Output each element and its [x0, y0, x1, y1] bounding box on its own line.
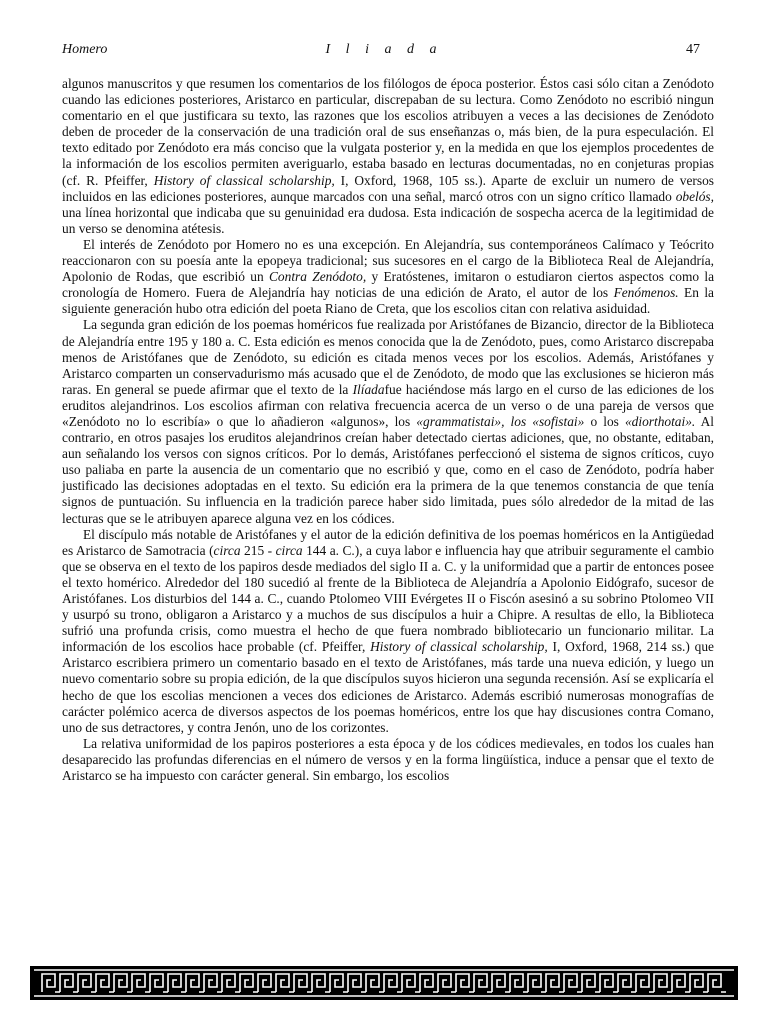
text-run: Al contrario, en otros pasajes los eruditos alejandrinos creían haber detectado ciertas adiciones, que, no obstante, editaban, aun señalando los versos con signos críticos. Por lo demás, Aristófanes perfeccionó el sistema de signos críticos, cuyo uso paliaba en parte la ausencia de un comentario que no escribió y que, como en el caso de Zenódoto, podría haber justificado las decisiones adoptadas en el texto. Su edición era la primera de la que tenemos constancia de que tenía signos de puntuación. Su influencia en la tradición parece haber sido limitada, pues sólo alrededor de la mitad de las lecturas que se le atribuyen aparece alguna vez en los códices.	[62, 413, 715, 526]
text-run: una línea horizontal que indicaba que su genuinidad era dudosa. Esta indicación de sospecha acerca de la legitimidad de un verso se denomina atétesis.	[62, 204, 714, 236]
paragraph	[62, 317, 714, 526]
text-run: La relativa uniformidad de los papiros posteriores a esta época y de los códices medievales, en todos los cuales han desaparecido las profundas diferencias en el número de versos y en la forma lingüística, induce a pensar que el texto de Aristarco se ha impuesto con carácter general. Sin embargo, los escolios	[62, 735, 714, 784]
greek-key-ornament	[30, 966, 738, 1000]
text-run: I, Oxford, 1968, 214 ss.) que Aristarco escribiera primero un comentario basado en el texto de Aristófanes, más tarde una nueva edición, y luego un nuevo comentario sobre su propia edición, de la que discípulos suyos hicieron una segunda recensión. Así se explicaría el hecho de que los escolias mencionen a veces dos ediciones de Aristarco. Además escribió numerosas monografías de carácter polémico acerca de diversos aspectos de los poemas homéricos, entre los que hay discusiones contra Comano, uno de sus detractores, y contra Jenón, uno de los corizontes.	[62, 639, 714, 735]
text-run: o los	[584, 413, 625, 429]
page-number: 47	[686, 42, 700, 57]
text-run: fue haciéndose más largo en el curso de las ediciones de los eruditos alejandrinos. Los escolios afirman con relativa frecuencia acerca de un verso o de una pareja de versos que «Zenódoto no lo escribía» o que lo añadieron «algunos», los	[62, 381, 714, 429]
italic-text: «grammatistai», los «sofistai»	[416, 413, 585, 429]
text-run: algunos manuscritos y que resumen los comentarios de los filólogos de época posterior. Éstos casi sólo citan a Zenódoto cuando las ediciones posteriores, Aristarco en particular, discrepaban de su lectura. Como Zenódoto no escribió ningun comentario en el que justificara su texto, las razones que los escolios atribuyen a veces a las decisiones de Zenódoto deben de proceder de la conservación de una tradición oral de sus enseñanzas o, más bien, de la pura especulación. El texto editado por Zenódoto era más conciso que la vulgata posterior y, en la medida en que los ejemplos procedentes de la información de los escolios permiten averiguarlo, estaba basado en lecturas documentadas, no en conjeturas propias (cf. R. Pfeiffer,	[62, 76, 714, 188]
italic-text: obelós,	[675, 188, 714, 204]
paragraph	[62, 76, 714, 237]
text-run: 215 -	[240, 542, 276, 558]
paragraph	[62, 237, 714, 317]
page-header	[62, 42, 706, 62]
text-run: I, Oxford, 1968, 105 ss.). Aparte de excluir un numero de versos incluidos en las ediciones posteriores, aunque marcados con una señal, marcó otros con un signo crítico llamado	[62, 172, 715, 204]
italic-text: «diorthotai».	[624, 413, 696, 429]
text-run: En la siguiente generación hubo otra edición del poeta Riano de Creta, que los escolios citan con relativa asiduidad.	[62, 285, 714, 317]
italic-text: circa	[213, 542, 241, 558]
italic-text: Fenómenos.	[613, 285, 679, 301]
italic-text: circa	[275, 542, 303, 558]
italic-text: History of classical scholarship,	[370, 639, 548, 655]
running-head-author: Homero	[62, 42, 108, 57]
text-run: y Eratóstenes, imitaron o estudiaron ciertos aspectos como la cronología de Homero. Fuera de Alejandría hay noticias de una edición de Arato, el autor de los	[62, 269, 715, 301]
paragraph	[62, 527, 714, 736]
text-run: El interés de Zenódoto por Homero no es una excepción. En Alejandría, sus contemporáneos Calímaco y Teócrito reaccionaron con su poesía ante la epopeya tradicional; sus sucesores en el cargo de la Biblioteca Real de Alejandría, Apolonio de Rodas, que escribió un	[62, 236, 714, 285]
running-head-title: I l i a d a	[325, 42, 443, 57]
paragraph	[62, 736, 714, 784]
italic-text: Contra Zenódoto,	[269, 269, 367, 285]
text-run: 144 a. C.), a cuya labor e influencia hay que atribuir seguramente el cambio que se observa en el texto de los papiros desde mediados del siglo II a. C. y la uniformidad que a partir de entonces posee el texto homérico. Alrededor del 180 sucedió al frente de la Biblioteca de Alejandría a Apolonio Eidógrafo, sucesor de Aristófanes. Los disturbios del 144 a. C., cuando Ptolomeo VIII Evérgetes II o Fiscón asesinó a su sobrino Ptolomeo VII y usurpó su trono, obligaron a Aristarco y a muchos de sus discípulos a huir a Chipre. A resultas de ello, la Biblioteca sufrió una profunda crisis, como muestra el hecho de que fuera nombrado bibliotecario un funcionario militar. La información de los escolios hace probable (cf. Pfeiffer,	[62, 542, 714, 655]
greek-key-border-icon	[30, 966, 738, 1000]
italic-text: History of classical scholarship,	[153, 172, 335, 188]
page-body	[62, 76, 714, 784]
text-run: La segunda gran edición de los poemas homéricos fue realizada por Aristófanes de Bizancio, director de la Biblioteca de Alejandría entre 195 y 180 a. C. Esta edición es menos conocida que la de Zenódoto, pues, como Aristarco discrepaba menos de Aristófanes que de Zenódoto, su edición es citada menos veces por los escolios. Además, Aristófanes y Aristarco comparten un conservadurismo más acusado que el de Zenódoto, de modo que las exclusiones se hicieron más raras. En general se puede afirmar que el texto de la	[62, 317, 714, 397]
text-run: El discípulo más notable de Aristófanes y el autor de la edición definitiva de los poemas homéricos en la Antigüedad es Aristarco de Samotracia (	[62, 526, 714, 558]
italic-text: Ilíada	[352, 381, 385, 397]
